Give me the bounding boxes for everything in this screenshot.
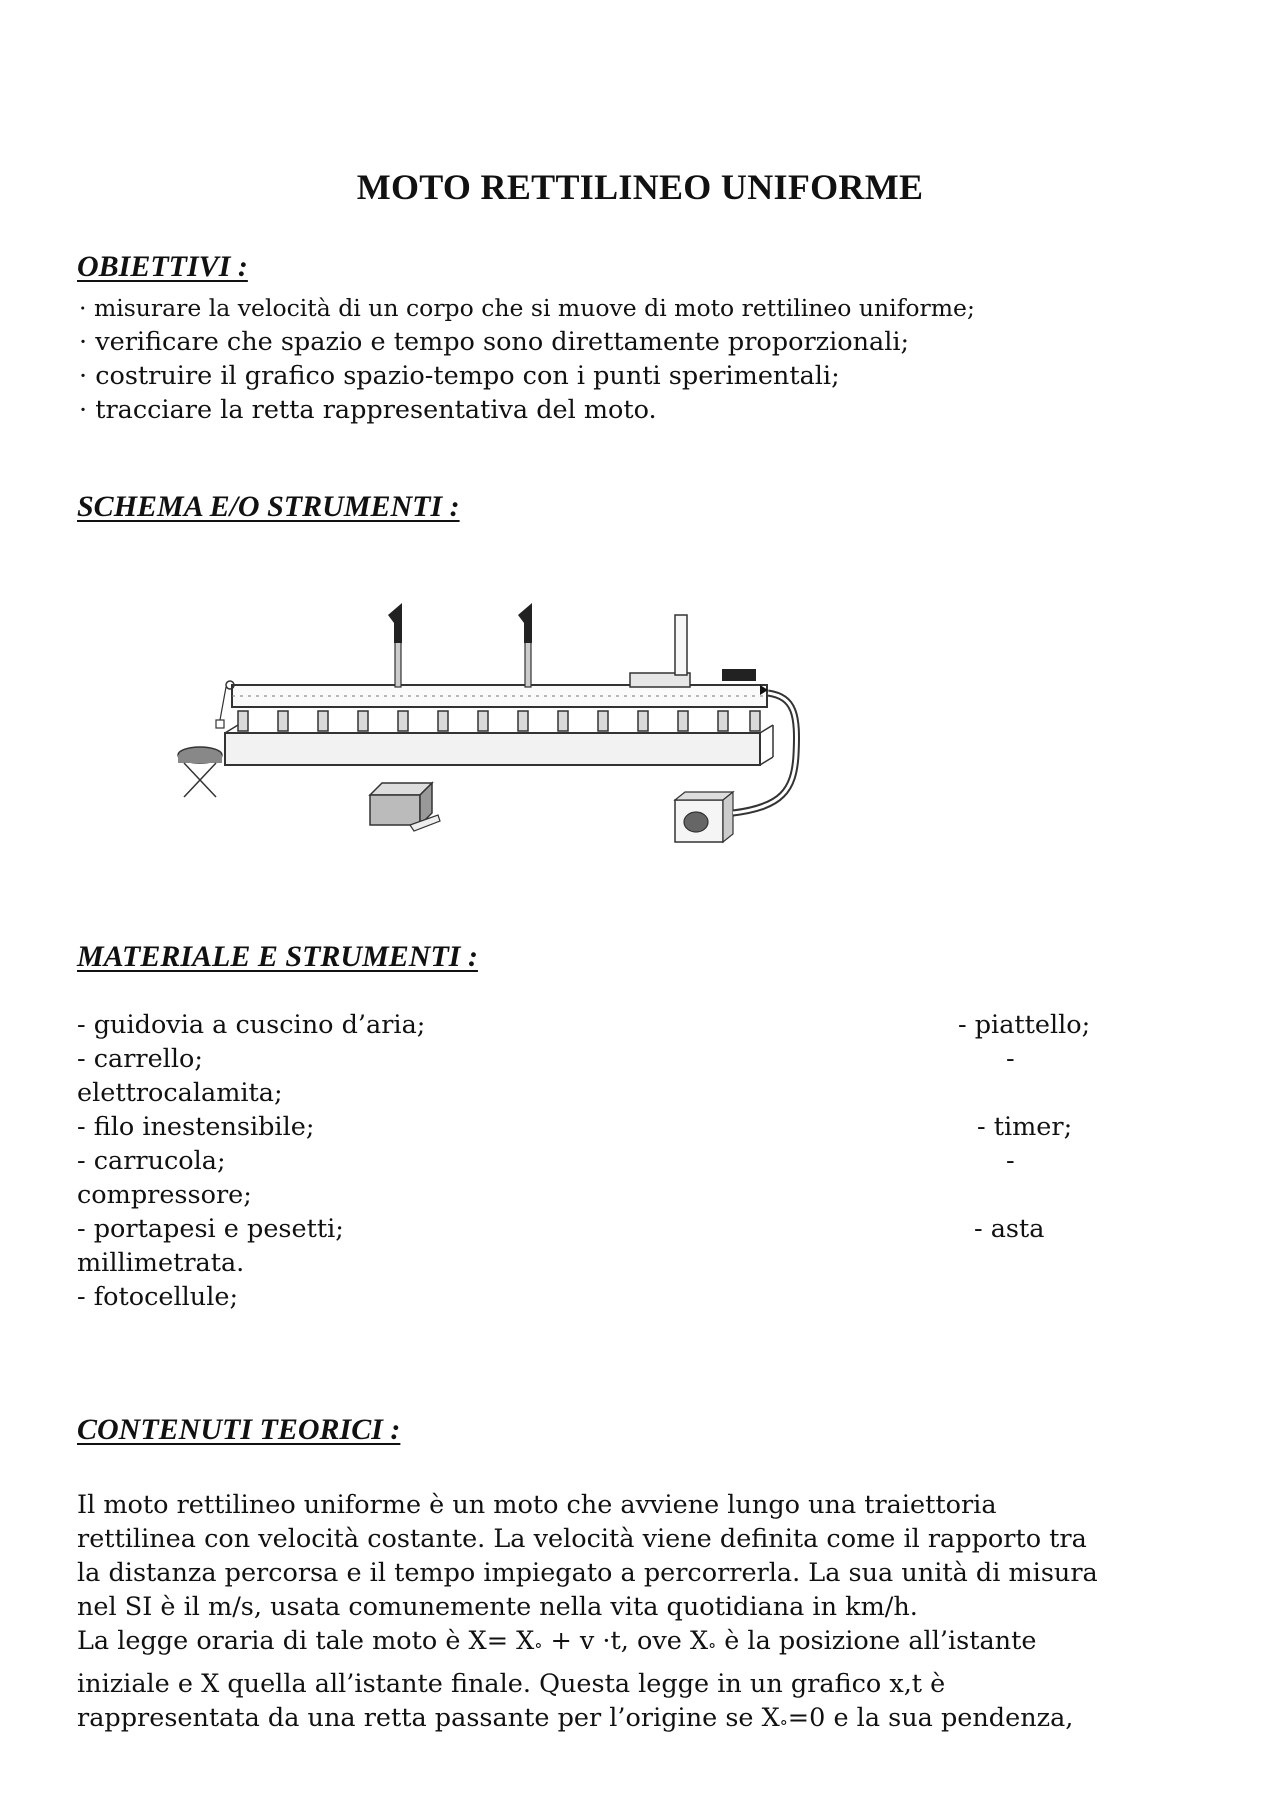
objective-item: · costruire il grafico spazio-tempo con i punti sperimentali; [79,361,840,391]
law-part: + v ·t, ove X [542,1626,709,1656]
law-part: rappresentata da una retta passante per l’origine se X [77,1703,780,1733]
objective-item: · misurare la velocità di un corpo che si muove di moto rettilineo uniforme; [79,294,975,322]
objective-item: · tracciare la retta rappresentativa del moto. [79,395,657,425]
subscript-zero: ° [779,1717,788,1736]
material-item-piattello: - piattello; [958,1010,1091,1040]
air-track-diagram [170,585,810,850]
theory-line: nel SI è il m/s, usata comunemente nella vita quotidiana in km/h. [77,1592,918,1622]
material-item-dash: - [1006,1146,1015,1176]
page-title: MOTO RETTILINEO UNIFORME [356,167,924,207]
objectives-heading: OBIETTIVI : [77,250,248,283]
material-item: elettrocalamita; [77,1078,283,1108]
theory-line: Il moto rettilineo uniforme è un moto che avviene lungo una traiettoria [77,1490,997,1520]
objectives-list [79,291,975,427]
law-part: è la posizione all’istante [716,1626,1037,1656]
material-item: - carrello; [77,1044,203,1074]
material-item-asta: - asta [974,1214,1045,1244]
subscript-zero: ° [534,1640,543,1659]
objective-item: · verificare che spazio e tempo sono direttamente proporzionali; [79,327,910,357]
material-item-dash: - [1006,1044,1015,1074]
theory-law-line [77,1624,1217,1667]
schema-heading: SCHEMA E/O STRUMENTI : [77,490,460,523]
theory-line: iniziale e X quella all’istante finale. Questa legge in un grafico x,t è [77,1669,946,1699]
material-item-timer: - timer; [977,1112,1073,1142]
theory-line: rettilinea con velocità costante. La velocità viene definita come il rapporto tra [77,1524,1087,1554]
material-item: millimetrata. [77,1248,245,1278]
theory-text [77,1488,1217,1744]
material-item: - guidovia a cuscino d’aria; [77,1010,426,1040]
theory-line: la distanza percorsa e il tempo impiegato a percorrerla. La sua unità di misura [77,1558,1098,1588]
material-item: - fotocellule; [77,1282,239,1312]
materials-heading: MATERIALE E STRUMENTI : [77,940,478,973]
subscript-zero: ° [708,1640,717,1659]
materials-list [77,1008,425,1314]
law-part: La legge oraria di tale moto è X= X [77,1626,535,1656]
material-item: compressore; [77,1180,252,1210]
theory-heading: CONTENUTI TEORICI : [77,1413,401,1446]
law-part: =0 e la sua pendenza, [787,1703,1074,1733]
material-item: - portapesi e pesetti; [77,1214,344,1244]
material-item: - carrucola; [77,1146,226,1176]
material-item: - filo inestensibile; [77,1112,315,1142]
theory-law-line [77,1701,1217,1744]
